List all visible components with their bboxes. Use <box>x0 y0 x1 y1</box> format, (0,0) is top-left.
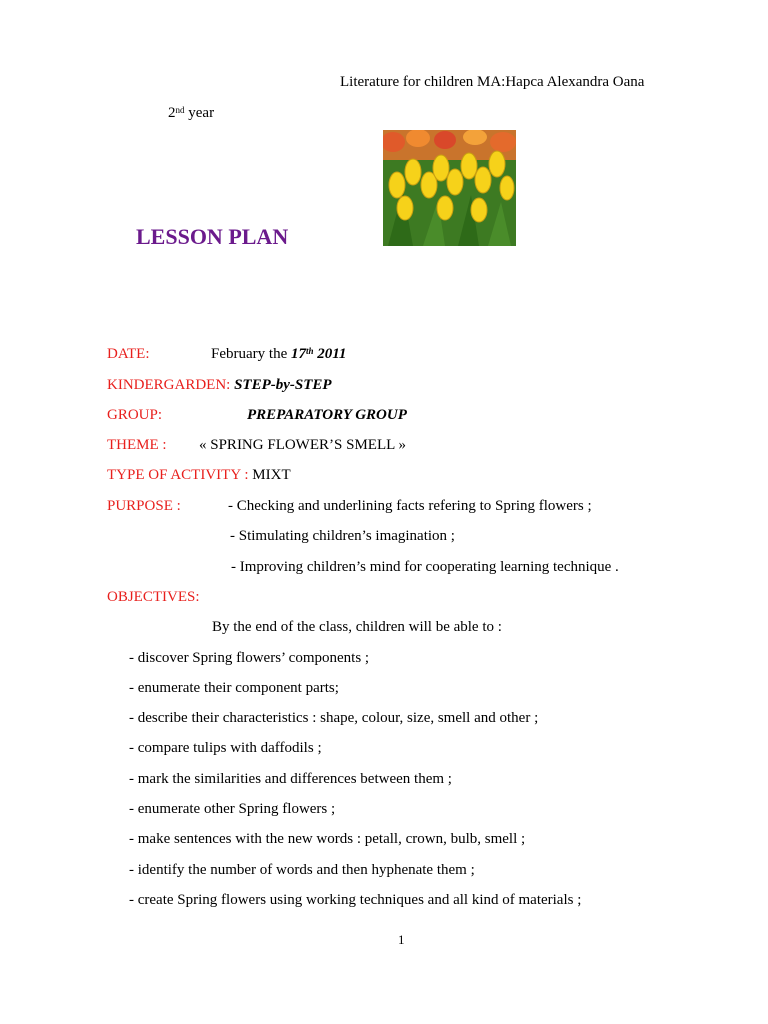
date-row <box>107 345 150 363</box>
objective-item: - discover Spring flowers’ components ; <box>129 650 370 666</box>
objective-item: - mark the similarities and differences between them ; <box>129 771 452 787</box>
objective-item: - enumerate other Spring flowers ; <box>129 801 336 817</box>
date-day: 17 <box>290 346 306 362</box>
theme-value: « SPRING FLOWER’S SMELL » <box>199 437 406 453</box>
group-label: GROUP: <box>107 407 163 423</box>
year-line <box>168 104 214 122</box>
activity-type-value: MIXT <box>252 467 291 483</box>
objective-item: - identify the number of words and then hyphenate them ; <box>129 862 475 878</box>
tulips-image <box>383 130 516 246</box>
objectives-intro: By the end of the class, children will be able to : <box>212 619 502 635</box>
date-prefix: February the <box>211 346 291 362</box>
objective-item: - describe their characteristics : shape, colour, size, smell and other ; <box>129 710 539 726</box>
purpose-label: PURPOSE : <box>107 498 181 514</box>
date-year: 2011 <box>313 346 347 362</box>
purpose-item: - Improving children’s mind for cooperating learning technique . <box>231 559 619 575</box>
activity-type-row <box>107 466 291 484</box>
year-suffix: nd <box>175 105 185 115</box>
date-label: DATE: <box>107 346 150 362</box>
date-value <box>211 345 346 363</box>
tulips-illustration <box>383 130 516 246</box>
activity-type-label: TYPE OF ACTIVITY : <box>107 467 253 483</box>
objective-item: - enumerate their component parts; <box>129 680 339 696</box>
group-value: PREPARATORY GROUP <box>247 407 407 423</box>
kindergarden-label: KINDERGARDEN: <box>107 377 235 393</box>
course-line: Literature for children MA:Hapca Alexandra Oana <box>340 74 645 90</box>
objective-item: - create Spring flowers using working techniques and all kind of materials ; <box>129 892 582 908</box>
date-suffix: th <box>305 346 314 356</box>
kindergarden-value: STEP-by-STEP <box>234 377 332 393</box>
year-word: year <box>188 105 215 121</box>
purpose-item: - Checking and underlining facts refering to Spring flowers ; <box>228 498 592 514</box>
year-number: 2 <box>168 105 176 121</box>
kindergarden-row <box>107 376 332 394</box>
objectives-label: OBJECTIVES: <box>107 589 200 605</box>
lesson-plan-title: LESSON PLAN <box>136 224 289 249</box>
purpose-item: - Stimulating children’s imagination ; <box>230 528 455 544</box>
page-number: 1 <box>398 932 405 947</box>
theme-label: THEME : <box>107 437 167 453</box>
objective-item: - make sentences with the new words : petall, crown, bulb, smell ; <box>129 831 526 847</box>
objective-item: - compare tulips with daffodils ; <box>129 740 322 756</box>
